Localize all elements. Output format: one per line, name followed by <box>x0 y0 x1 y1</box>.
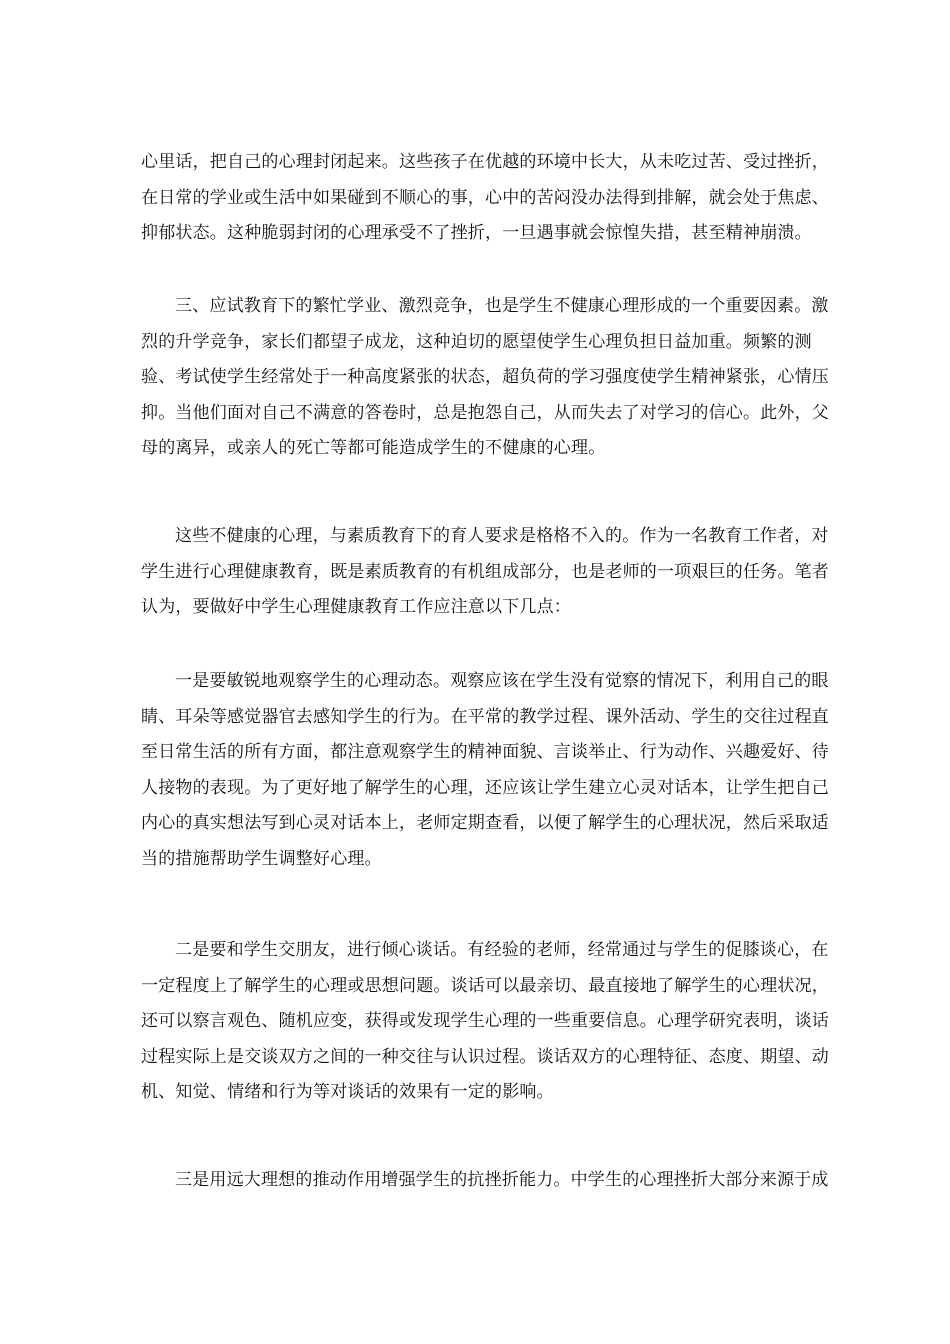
paragraph-5 <box>141 933 829 1111</box>
text-line: 认为，要做好中学生心理健康教育工作应注意以下几点： <box>141 597 571 617</box>
text-line: 还可以察言观色、随机应变，获得或发现学生心理的一些重要信息。心理学研究表明，谈话 <box>141 1011 829 1031</box>
text-line: 三、应试教育下的繁忙学业、激烈竞争，也是学生不健康心理形成的一个重要因素。激 <box>175 296 829 316</box>
text-line: 抑郁状态。这种脆弱封闭的心理承受不了挫折，一旦遇事就会惊惶失措，甚至精神崩溃。 <box>141 223 812 243</box>
text-line: 一定程度上了解学生的心理或思想问题。谈话可以最亲切、最直接地了解学生的心理状况， <box>141 975 829 996</box>
text-line: 睛、耳朵等感觉器官去感知学生的行为。在平常的教学过程、课外活动、学生的交往过程直 <box>141 706 829 727</box>
text-line: 过程实际上是交谈双方之间的一种交往与认识过程。谈话双方的心理特征、态度、期望、动 <box>141 1046 829 1067</box>
text-line: 人接物的表现。为了更好地了解学生的心理，还应该让学生建立心灵对话本，让学生把自己 <box>141 777 829 798</box>
text-line: 心里话，把自己的心理封闭起来。这些孩子在优越的环境中长大，从未吃过苦、受过挫折， <box>141 152 829 172</box>
text-line: 验、考试使学生经常处于一种高度紧张的状态，超负荷的学习强度使学生精神紧张，心情压 <box>141 367 829 387</box>
paragraph-4 <box>141 664 829 877</box>
text-line: 内心的真实想法写到心灵对话本上，老师定期查看，以便了解学生的心理状况，然后采取适 <box>141 813 829 833</box>
text-line: 当的措施帮助学生调整好心理。 <box>141 848 382 869</box>
text-line: 在日常的学业或生活中如果碰到不顺心的事，心中的苦闷没办法得到排解，就会处于焦虑、 <box>141 187 829 208</box>
paragraph-6 <box>141 1163 829 1199</box>
paragraph-1 <box>141 145 829 252</box>
text-line: 这些不健康的心理，与素质教育下的育人要求是格格不入的。作为一名教育工作者，对 <box>175 526 829 546</box>
paragraph-2 <box>141 289 829 467</box>
text-line: 抑。当他们面对自己不满意的答卷时，总是抱怨自己，从而失去了对学习的信心。此外，父 <box>141 402 829 423</box>
paragraph-3 <box>141 519 829 626</box>
text-line: 二是要和学生交朋友，进行倾心谈话。有经验的老师，经常通过与学生的促膝谈心，在 <box>175 940 829 960</box>
text-line: 至日常生活的所有方面，都注意观察学生的精神面貌、言谈举止、行为动作、兴趣爱好、待 <box>141 742 829 762</box>
text-line: 三是用远大理想的推动作用增强学生的抗挫折能力。中学生的心理挫折大部分来源于成 <box>175 1170 829 1190</box>
text-line: 一是要敏锐地观察学生的心理动态。观察应该在学生没有觉察的情况下，利用自己的眼 <box>175 671 829 691</box>
text-line: 母的离异，或亲人的死亡等都可能造成学生的不健康的心理。 <box>141 438 606 458</box>
text-line: 学生进行心理健康教育，既是素质教育的有机组成部分，也是老师的一项艰巨的任务。笔者 <box>141 561 829 582</box>
text-line: 烈的升学竞争，家长们都望子成龙，这种迫切的愿望使学生心理负担日益加重。频繁的测 <box>141 331 812 352</box>
text-line: 机、知觉、情绪和行为等对谈话的效果有一定的影响。 <box>141 1082 554 1102</box>
